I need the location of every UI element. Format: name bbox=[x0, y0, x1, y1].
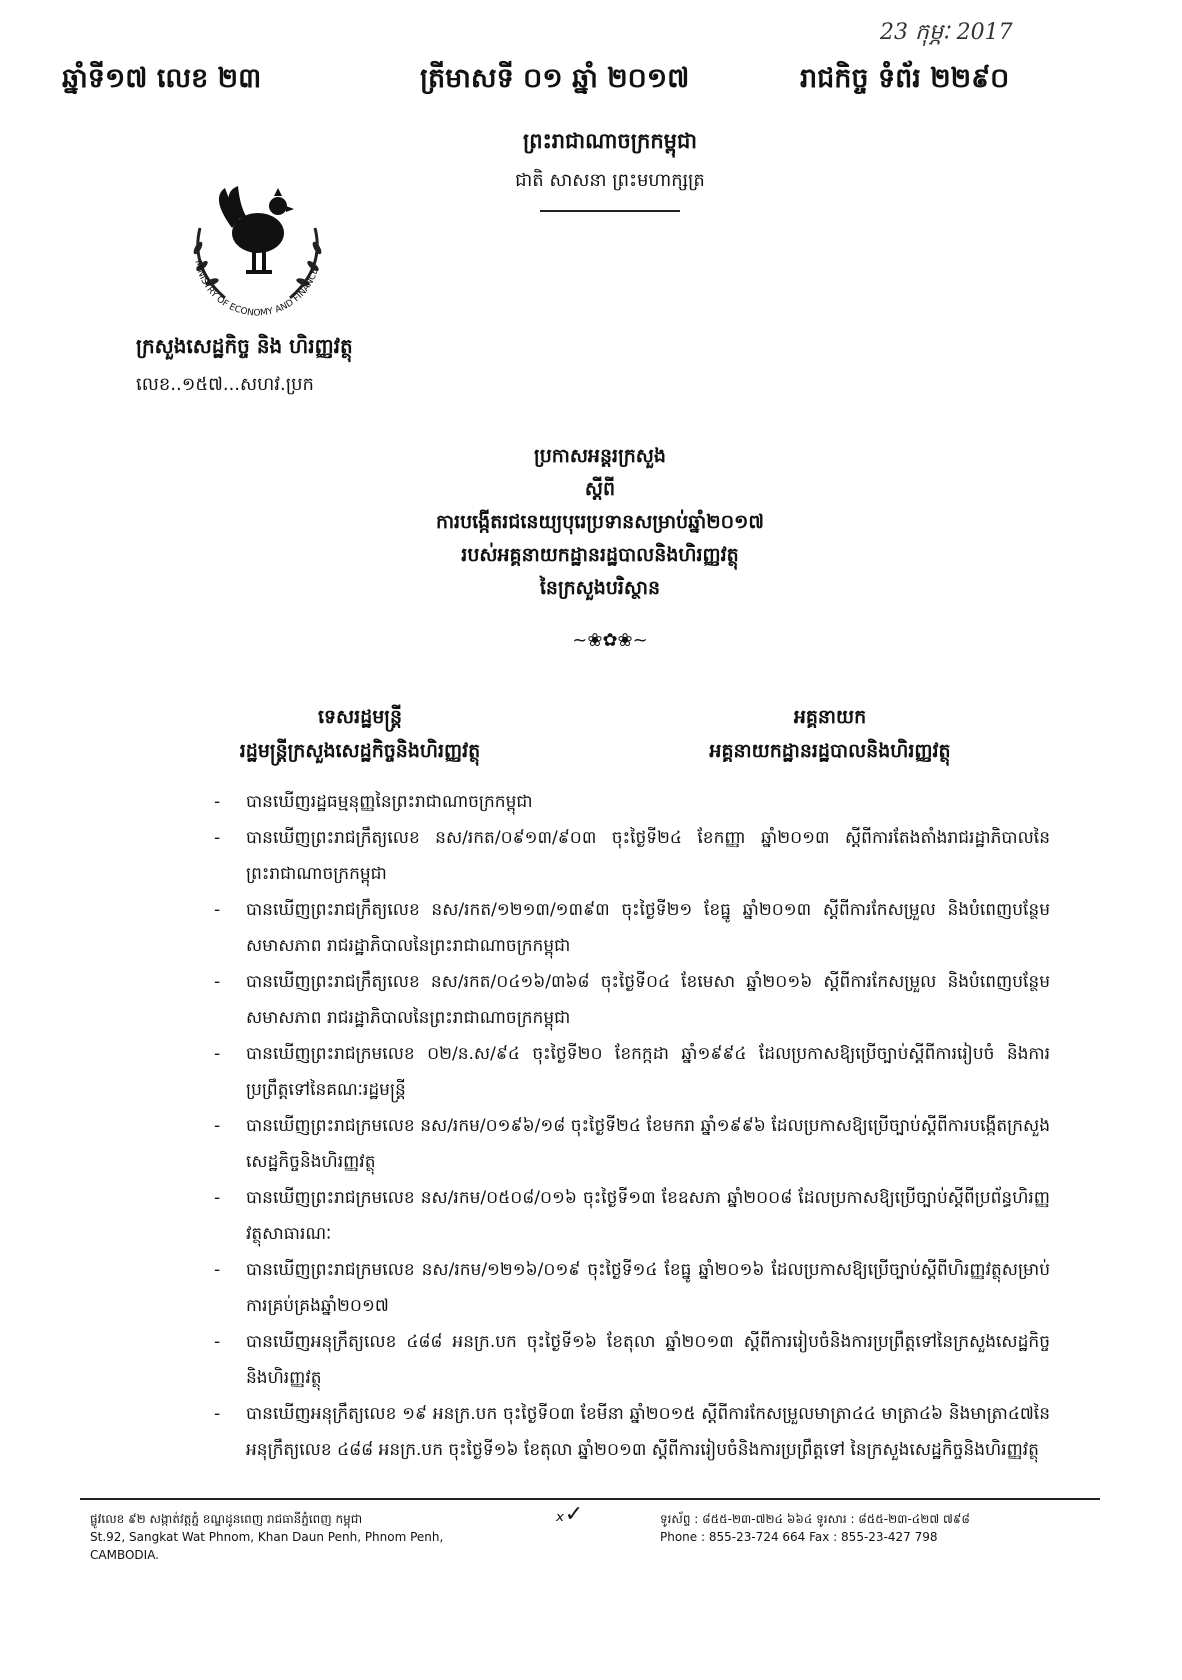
ornament-divider: ~❀✿❀~ bbox=[572, 630, 648, 651]
gazette-issue: ឆ្នាំទី១៧ លេខ ២៣ bbox=[62, 63, 262, 94]
considerations-list bbox=[210, 784, 1050, 1468]
list-item: - បានឃើញអនុក្រឹត្យលេខ ១៩ អនក្រ.បក ចុះថ្ងៃទី០៣ ខែមីនា ឆ្នាំ២០១៥ ស្តីពីការកែសម្រួលមាត្រា៤៤ មាត្រា៤៦ និងមាត្រា៤៧នៃអនុក្រឹត្យលេខ ៤៨៨ អនក្រ.បក ចុះថ្ងៃទី១៦ ខែតុលា ឆ្នាំ២០១៣ ស្តីពីការរៀបចំនិងការប្រព្រឹត្តទៅ នៃក្រសួងសេដ្ឋកិច្ចនិងហិរញ្ញវត្ថុ bbox=[210, 1396, 1050, 1468]
title-line-5: នៃក្រសួងបរិស្ថាន bbox=[539, 577, 661, 599]
kingdom-motto: ជាតិ សាសនា ព្រះមហាក្សត្រ bbox=[515, 170, 705, 191]
list-item: - បានឃើញព្រះរាជក្រឹត្យលេខ នស/រកត/១២១៣/១៣៩៣ ចុះថ្ងៃទី២១ ខែធ្នូ ឆ្នាំ២០១៣ ស្តីពីការកែសម្រួល និងបំពេញបន្ថែម សមាសភាព រាជរដ្ឋាភិបាលនៃព្រះរាជាណាចក្រកម្ពុជា bbox=[210, 892, 1050, 964]
signatory-right-role: អគ្គនាយកដ្ឋានរដ្ឋបាលនិងហិរញ្ញវត្ថុ bbox=[709, 740, 951, 762]
gazette-page: រាជកិច្ច ទំព័រ ២២៩០ bbox=[800, 63, 1010, 94]
motto-divider bbox=[540, 210, 680, 212]
list-item: - បានឃើញរដ្ឋធម្មនុញ្ញនៃព្រះរាជាណាចក្រកម្ពុជា bbox=[210, 784, 1050, 820]
footer-phone-en: Phone : 855-23-724 664 Fax : 855-23-427 798 bbox=[660, 1530, 938, 1544]
title-line-1: ប្រកាសអន្តរក្រសួង bbox=[534, 445, 666, 467]
list-item: - បានឃើញព្រះរាជក្រមលេខ នស/រកម/០១៩៦/១៨ ចុះថ្ងៃទី២៤ ខែមករា ឆ្នាំ១៩៩៦ ដែលប្រកាសឱ្យប្រើច្បាប់ស្តីពីការបង្កើតក្រសួងសេដ្ឋកិច្ចនិងហិរញ្ញវត្ថុ bbox=[210, 1108, 1050, 1180]
list-item: - បានឃើញព្រះរាជក្រមលេខ នស/រកម/១២១៦/០១៩ ចុះថ្ងៃទី១៤ ខែធ្នូ ឆ្នាំ២០១៦ ដែលប្រកាសឱ្យប្រើច្បាប់ស្តីពីហិរញ្ញវត្ថុសម្រាប់ការគ្រប់គ្រងឆ្នាំ២០១៧ bbox=[210, 1252, 1050, 1324]
reference-number: លេខ..១៥៧...សហវ.ប្រក bbox=[136, 374, 314, 395]
list-item: - បានឃើញព្រះរាជក្រមលេខ នស/រកម/០៥០៨/០១៦ ចុះថ្ងៃទី១៣ ខែឧសភា ឆ្នាំ២០០៨ ដែលប្រកាសឱ្យប្រើច្បាប់ស្តីពីប្រព័ន្ធហិរញ្ញវត្ថុសាធារណៈ bbox=[210, 1180, 1050, 1252]
signatory-left bbox=[180, 700, 540, 768]
footer-address bbox=[90, 1510, 470, 1564]
footer-phone-kh: ទូរស័ព្ទ : ៨៥៥-២៣-៧២៤ ៦៦៤ ទូរសារ : ៨៥៥-២៣-៤២៧ ៧៩៨ bbox=[660, 1512, 970, 1526]
footer-divider bbox=[80, 1498, 1100, 1500]
rooster-emblem-icon bbox=[170, 158, 345, 333]
document-title bbox=[250, 440, 950, 605]
title-line-4: របស់អគ្គនាយកដ្ឋានរដ្ឋបាលនិងហិរញ្ញវត្ថុ bbox=[461, 544, 739, 566]
title-line-2: ស្តីពី bbox=[584, 478, 616, 500]
handwritten-date: 23 កុម្ភៈ 2017 bbox=[880, 20, 1013, 45]
list-item: - បានឃើញព្រះរាជក្រឹត្យលេខ នស/រកត/០៤១៦/៣៦៨ ចុះថ្ងៃទី០៤ ខែមេសា ឆ្នាំ២០១៦ ស្តីពីការកែសម្រួល និងបំពេញបន្ថែម សមាសភាព រាជរដ្ឋាភិបាលនៃព្រះរាជាណាចក្រកម្ពុជា bbox=[210, 964, 1050, 1036]
kingdom-title: ព្រះរាជាណាចក្រកម្ពុជា bbox=[522, 129, 697, 153]
gazette-quarter: ត្រីមាសទី ០១ ឆ្នាំ ២០១៧ bbox=[420, 63, 690, 94]
list-item: - បានឃើញព្រះរាជក្រឹត្យលេខ នស/រកត/០៩១៣/៩០៣ ចុះថ្ងៃទី២៤ ខែកញ្ញា ឆ្នាំ២០១៣ ស្តីពីការតែងតាំងរាជរដ្ឋាភិបាលនៃព្រះរាជាណាចក្រកម្ពុជា bbox=[210, 820, 1050, 892]
svg-text:MINISTRY OF ECONOMY AND FINANC bbox=[192, 260, 320, 319]
title-line-3: ការបង្កើតរជនេយ្យបុរេប្រទានសម្រាប់ឆ្នាំ២០១៧ bbox=[435, 511, 765, 533]
footer-address-en: St.92, Sangkat Wat Phnom, Khan Daun Penh, Phnom Penh, CAMBODIA. bbox=[90, 1530, 444, 1562]
initials-mark: ₓ✓ bbox=[555, 1502, 584, 1527]
footer-address-kh: ផ្លូវលេខ ៩២ សង្កាត់វត្តភ្នំ ខណ្ឌដូនពេញ រាជធានីភ្នំពេញ កម្ពុជា bbox=[90, 1512, 363, 1526]
list-item: - បានឃើញអនុក្រឹត្យលេខ ៤៨៨ អនក្រ.បក ចុះថ្ងៃទី១៦ ខែតុលា ឆ្នាំ២០១៣ ស្តីពីការរៀបចំនិងការប្រព្រឹត្តទៅនៃក្រសួងសេដ្ឋកិច្ចនិងហិរញ្ញវត្ថុ bbox=[210, 1324, 1050, 1396]
list-item: - បានឃើញព្រះរាជក្រមលេខ ០២/ន.ស/៩៤ ចុះថ្ងៃទី២០ ខែកក្កដា ឆ្នាំ១៩៩៤ ដែលប្រកាសឱ្យប្រើច្បាប់ស្តីពីការរៀបចំ និងការប្រព្រឹត្តទៅនៃគណៈរដ្ឋមន្ត្រី bbox=[210, 1036, 1050, 1108]
signatory-left-title: ទេសរដ្ឋមន្ត្រី bbox=[317, 706, 403, 728]
signatory-right bbox=[620, 700, 1040, 768]
signatory-right-title: អគ្គនាយក bbox=[793, 706, 867, 728]
signatory-left-role: រដ្ឋមន្ត្រីក្រសួងសេដ្ឋកិច្ចនិងហិរញ្ញវត្ថុ bbox=[239, 740, 481, 762]
ministry-logo bbox=[170, 158, 345, 333]
ministry-name: ក្រសួងសេដ្ឋកិច្ច និង ហិរញ្ញវត្ថុ bbox=[136, 334, 353, 358]
logo-ring-text: MINISTRY OF ECONOMY AND FINANCE bbox=[192, 259, 321, 319]
footer-contact bbox=[660, 1510, 1080, 1546]
